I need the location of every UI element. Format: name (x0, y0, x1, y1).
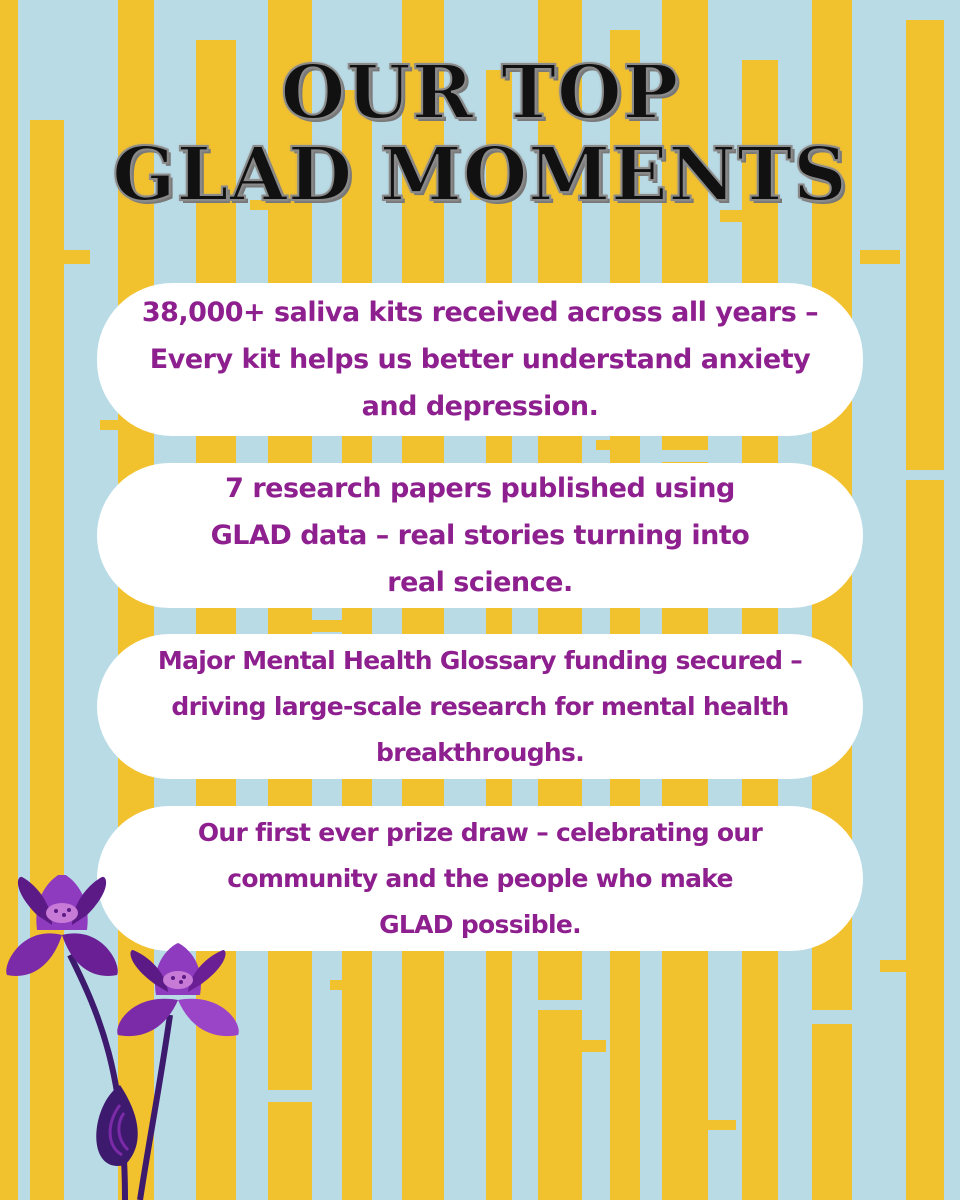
moment-card-1 (97, 283, 863, 436)
moment-text: 7 research papers published using GLAD data – real stories turning into real science. (210, 473, 750, 598)
title-line-1: OUR TOP (280, 50, 680, 136)
moment-text: 38,000+ saliva kits received across all years – Every kit helps us better understand anxiety and depression. (141, 297, 819, 422)
title-line-2: GLAD MOMENTS (112, 132, 848, 218)
page-title (0, 52, 960, 216)
moment-card-2 (97, 463, 863, 608)
moment-text: Our first ever prize draw – celebrating our community and the people who make GLAD possible. (197, 817, 763, 939)
moment-text: Major Mental Health Glossary funding secured – driving large-scale research for mental health breakthroughs. (157, 645, 803, 767)
purple-lotus-flowers-icon (0, 875, 270, 1200)
moment-card-3 (97, 634, 863, 779)
